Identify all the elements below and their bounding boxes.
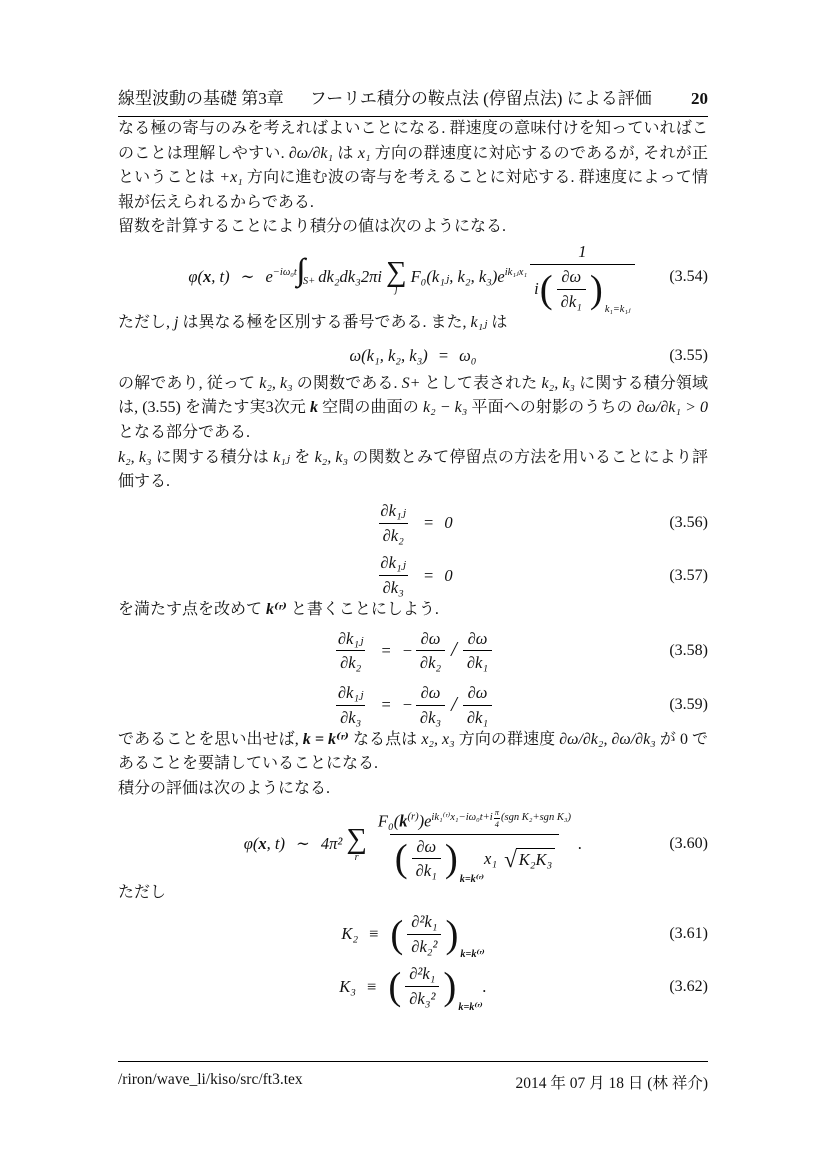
equation-3-58 [118, 629, 708, 674]
inline-math: k₁ⱼ [273, 448, 291, 466]
integral-operator: S+ [302, 275, 316, 287]
paragraph-evaluation-intro [118, 777, 708, 802]
math-lhs: ω(k₁, k₂, k₃) [349, 345, 428, 365]
fraction: ∂ω ∂k₁ [463, 683, 492, 728]
text-run: は [487, 314, 508, 332]
big-paren-close: ) [445, 912, 459, 956]
equation-number: (3.61) [669, 925, 708, 943]
math-rhs: ω₀ [459, 345, 477, 365]
equation-body [118, 964, 708, 1013]
paragraph-group-velocity [118, 117, 708, 215]
exponential-term: $e^{-i\omega_0t}$ [265, 266, 297, 286]
frac-numerator: 1 [578, 241, 587, 261]
header-subtitle: フーリエ積分の鞍点法 (停留点法) による評価 [309, 89, 652, 108]
inline-math: k₂, k₃ [259, 374, 293, 392]
text-run: 平面への射影のうちの [467, 399, 637, 417]
text-run: の関数である. [292, 374, 402, 392]
inline-math: k₂ − k₃ [422, 399, 468, 417]
text-run: は [333, 144, 358, 162]
big-paren-open: ( [388, 965, 402, 1009]
measure-term: dk₂dk₃2πi [318, 266, 382, 286]
equation-3-55 [118, 346, 708, 366]
frac-denominator: ( ∂ω ∂k₁ ) k=k⁽ʳ⁾ x₁ √ K₂K₃ [390, 834, 560, 882]
text-run: なる極の寄与のみを考えればよいことになる. 群速度の意味付けを知っていればこのことは理解しやすい. [118, 120, 708, 162]
text-run: 方向の群速度 [454, 730, 560, 748]
inline-math: k₂, k₃ [118, 448, 152, 466]
relation-symbol: = [424, 565, 434, 585]
period: . [578, 834, 583, 854]
divide-slash: / [451, 639, 457, 662]
equation-number: (3.56) [669, 514, 708, 532]
equation-number: (3.59) [669, 696, 708, 714]
page-header [118, 84, 708, 117]
fraction: ∂ω ∂k₁ [463, 629, 492, 674]
big-paren-open: ( [394, 837, 408, 881]
frac-numerator: $F_0(k^{(r)})e$ ik₁⁽ʳ⁾x₁−iω₀t+i π 4 (sgn K₂+sgn K₃) [377, 807, 572, 831]
big-paren-close: ) [589, 267, 603, 311]
relation-symbol: = [381, 695, 391, 715]
relation-symbol: ∼ [296, 834, 310, 854]
equation-3-61 [118, 911, 708, 961]
evaluation-subscript: k₁=k₁ⱼ [604, 304, 631, 316]
footer-file-path: /riron/wave_li/kiso/src/ft3.tex [118, 1071, 303, 1088]
coefficient: 4π² [320, 834, 343, 854]
amplitude-term: F₀(k₁ⱼ, k₂, $k_3)e^{ik_1ⱼx_1}$ [410, 266, 528, 286]
text-run: と書くことにしよう. [286, 600, 439, 618]
period: . [482, 976, 487, 996]
equation-3-56 [118, 501, 708, 546]
minus-sign: − [401, 640, 413, 660]
equation-body [118, 241, 708, 316]
evaluation-subscript: k=k⁽ʳ⁾ [458, 1001, 483, 1013]
math-lhs: K₃ [339, 976, 356, 996]
text-run: ただし [118, 884, 167, 902]
fraction: $\frac{\text{∂k₁ⱼ}}{\text{∂k₂}}$ [337, 628, 364, 673]
header-running-title [118, 84, 652, 109]
fraction: $\frac{\partial\omega}{\text{∂k₃}}$ [416, 683, 445, 728]
sum-operator: ∑ j [385, 255, 407, 296]
math-rhs: 0 [444, 513, 453, 533]
frac-denominator: i ( ∂ω ∂k₁ ) k₁=k₁ⱼ [530, 264, 634, 312]
math-lhs: φ(x, t) [243, 834, 286, 854]
equation-number: (3.58) [669, 641, 708, 659]
page-number: 20 [691, 89, 708, 108]
equation-body [118, 629, 708, 674]
header-title: 線型波動の基礎 第3章 [118, 89, 284, 108]
text-run: に関する積分は [151, 448, 274, 466]
big-paren-open: ( [539, 267, 553, 311]
relation-symbol: = [438, 345, 449, 365]
inline-math: k [310, 399, 319, 417]
paragraph-tadashi [118, 881, 708, 906]
inline-math: ∂ω/∂k₁ > 0 [636, 399, 708, 417]
equation-body [118, 911, 708, 961]
equation-number: (3.60) [669, 835, 708, 853]
equation-3-60 [118, 807, 708, 886]
fraction: ∂ω ∂k₁ [557, 267, 586, 312]
math-lhs: K₂ [341, 924, 359, 944]
fraction: $\frac{\text{∂k₁ⱼ}}{\text{∂k₂}}$ [380, 500, 406, 545]
equation-3-57 [118, 553, 708, 598]
equation-3-54 [118, 241, 708, 316]
equation-3-62 [118, 964, 708, 1013]
inline-math: x₁ [357, 144, 371, 162]
big-paren-close: ) [443, 965, 457, 1009]
text-run: 積分の評価は次のようになる. [118, 779, 331, 797]
text-run: を満たす点を改めて [118, 600, 267, 618]
paragraph-integration-domain [118, 372, 708, 446]
divide-slash: / [451, 694, 457, 717]
fraction [530, 241, 634, 316]
relation-symbol: = [381, 640, 391, 660]
equation-number: (3.54) [669, 267, 708, 285]
inline-math: k₁ⱼ [470, 314, 488, 332]
big-paren-close: ) [444, 837, 458, 881]
fraction: ∂²k₁ ∂k₂² [407, 912, 441, 957]
paragraph-stationary-point [118, 598, 708, 623]
text-run: として表された [420, 374, 542, 392]
text-run: 方向に進む波の寄与を考えることに対応する. 群速度によって情報が伝えられるからである. [118, 169, 708, 211]
fraction: ∂ω ∂k₁ [412, 837, 441, 882]
big-paren-open: ( [390, 912, 404, 956]
relation-symbol: = [424, 513, 434, 533]
inline-math: x₂, x₃ [421, 730, 455, 748]
text-run: の関数とみて停留点の方法を用いることにより評価する. [118, 448, 708, 491]
equation-body [118, 346, 708, 366]
text-run: なる点は [348, 730, 422, 748]
text-run: ただし, [118, 314, 175, 332]
text-run: が 0 であることを要請していることになる. [118, 730, 709, 773]
text-run: 方向の群速度に対応するのであるが, それが正ということは [118, 144, 708, 187]
relation-symbol: ∼ [240, 266, 255, 286]
equation-number: (3.55) [669, 346, 708, 364]
inline-math: k₂, k₃ [541, 374, 575, 392]
evaluation-subscript: k=k⁽ʳ⁾ [459, 874, 485, 886]
relation-symbol: ≡ [367, 976, 377, 996]
minus-sign: − [401, 695, 413, 715]
sum-operator: ∑ r [346, 823, 367, 864]
fraction: $\frac{\text{∂k₁ⱼ}}{\text{∂k₃}}$ [380, 553, 406, 598]
radicand: K₂K₃ [516, 848, 555, 870]
fraction: ∂²k₁ ∂k₃² [405, 964, 439, 1009]
equation-body [118, 807, 708, 886]
exponent: ik₁⁽ʳ⁾x₁−iω₀t+i π 4 (sgn K₂+sgn K₃) [431, 807, 572, 829]
equation-body [118, 501, 708, 546]
inline-math: ∂ω/∂k₂, ∂ω/∂k₃ [559, 730, 656, 748]
paragraph-stationary-method [118, 446, 708, 495]
text-run: であることを思い出せば, [118, 730, 303, 748]
text-run: は異なる極を区別する番号である. また, [178, 314, 471, 332]
equation-body [118, 683, 708, 728]
equation-3-59 [118, 683, 708, 728]
equation-number: (3.62) [669, 977, 708, 995]
inline-math: k₂, k₃ [314, 448, 349, 466]
evaluation-subscript: k=k⁽ʳ⁾ [460, 949, 485, 961]
fraction: $\frac{\text{∂k₁ⱼ}}{\text{∂k₃}}$ [337, 683, 364, 727]
relation-symbol: ≡ [369, 924, 379, 944]
page-footer [118, 1061, 708, 1093]
inline-math: S+ [401, 374, 421, 392]
footer-date: 2014 年 07 月 18 日 (林 祥介) [515, 1075, 708, 1092]
fraction [374, 807, 575, 886]
text-run: 留数を計算することにより積分の値は次のようになる. [118, 218, 507, 236]
text-run: に関する積分領域は, (3.55) を満たす実3次元 [118, 374, 708, 417]
text-run: の解であり, 従って [118, 374, 260, 392]
equation-number: (3.57) [669, 566, 708, 584]
fraction: $\frac{\partial\omega}{\text{∂k₂}}$ [416, 629, 445, 674]
text-run: となる部分である. [118, 423, 251, 441]
text-run: を [290, 448, 315, 466]
paragraph-residue-intro [118, 215, 708, 240]
inline-math: +x₁ [219, 169, 243, 187]
inline-math: j [174, 314, 179, 332]
equation-body [118, 553, 708, 598]
math-lhs: φ(x, t) [188, 266, 230, 286]
text-run: 空間の曲面の [318, 399, 423, 417]
inline-math: ∂ω/∂k₁ [288, 144, 334, 162]
math-rhs: 0 [444, 565, 453, 585]
paragraph-group-velocity-zero [118, 728, 708, 777]
inline-math: k = k⁽ʳ⁾ [302, 730, 349, 748]
inline-math: k⁽ʳ⁾ [266, 600, 287, 618]
